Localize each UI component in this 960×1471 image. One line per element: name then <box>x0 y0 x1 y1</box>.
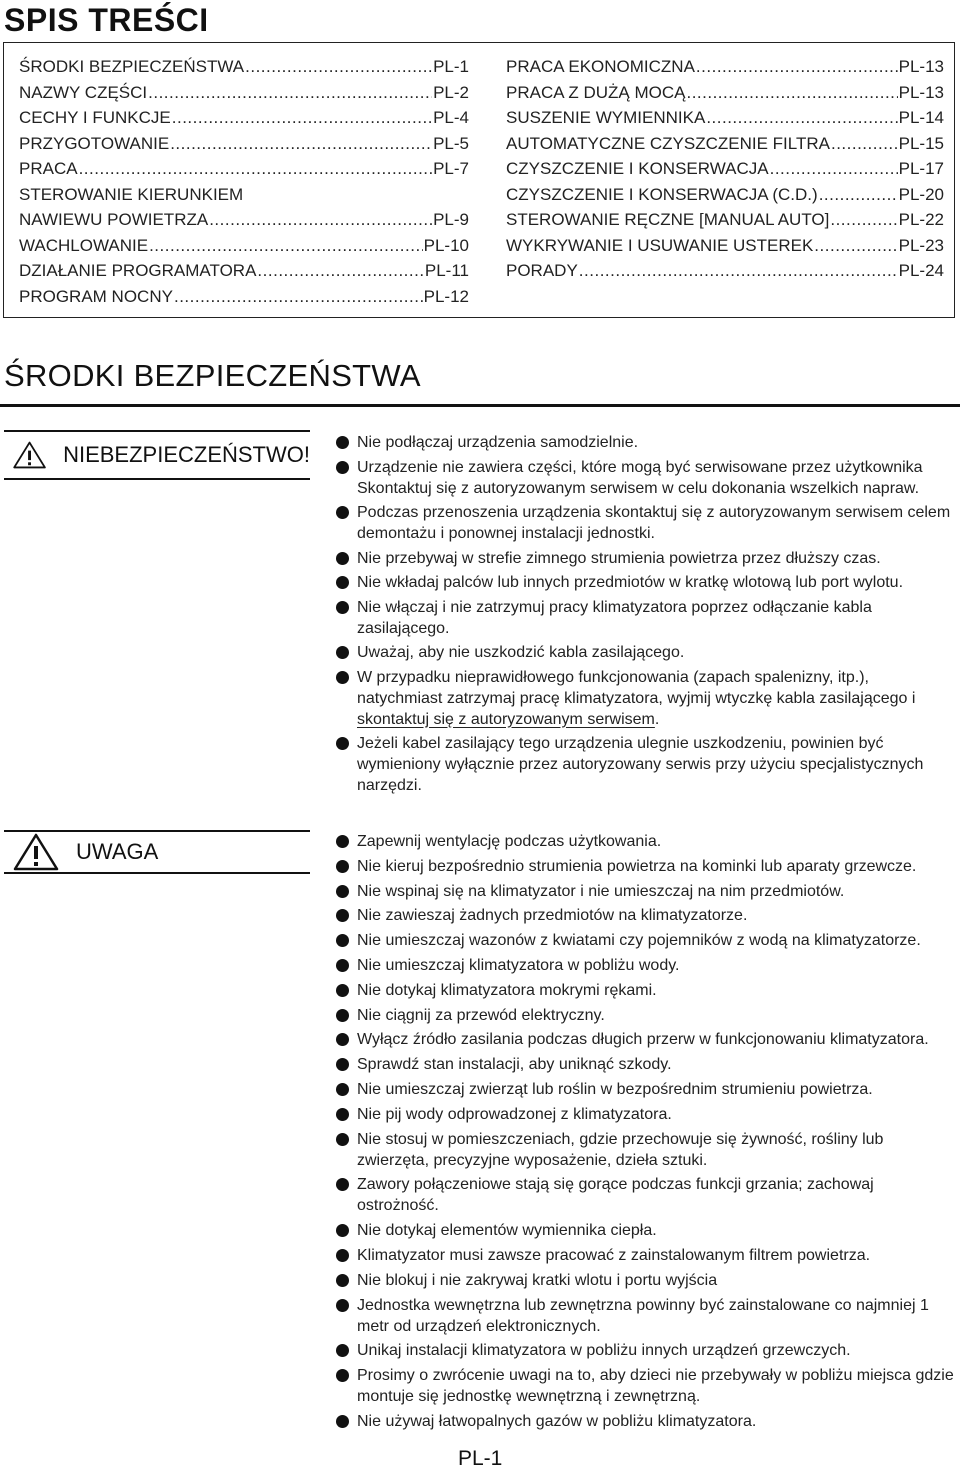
toc-entry-page: PL-11 <box>424 261 469 280</box>
toc-leader-dots <box>579 261 898 281</box>
toc-entry[interactable] <box>19 159 469 185</box>
toc-entry-title: WYKRYWANIE I USUWANIE USTEREK <box>506 235 814 255</box>
danger-label: NIEBEZPIECZEŃSTWO! <box>63 442 310 467</box>
toc-leader-dots <box>814 236 897 256</box>
list-item: Urządzenie nie zawiera części, które mogą być serwisowane przez użytkownika Skontaktuj się z autoryzowanym serwisem w celu dokonania wszelkich napraw. <box>336 457 958 499</box>
toc-entry-title: CZYSZCZENIE I KONSERWACJA (C.D.) <box>506 184 818 204</box>
toc-entry-title: NAZWY CZĘŚCI <box>19 82 148 102</box>
toc-entry[interactable] <box>19 134 469 160</box>
toc-entry[interactable] <box>19 108 469 134</box>
danger-list <box>336 432 958 800</box>
toc-entry-page: PL-22 <box>898 210 944 229</box>
list-item: Nie wspinaj się na klimatyzator i nie umieszczaj na nim przedmiotów. <box>336 881 958 902</box>
toc-entry-title: PROGRAM NOCNY <box>19 286 173 306</box>
list-item: Nie wkładaj palców lub innych przedmiotów w kratkę wlotową lub port wylotu. <box>336 572 958 593</box>
toc-entry-title: CECHY I FUNKCJE <box>19 108 171 127</box>
toc-entry-title: ŚRODKI BEZPIECZEŃSTWA <box>19 57 245 76</box>
list-item-text-end: . <box>654 710 660 728</box>
list-item: Unikaj instalacji klimatyzatora w pobliżu innych urządzeń grzewczych. <box>336 1340 958 1361</box>
toc-leader-dots <box>174 287 423 307</box>
toc-entry-title: STEROWANIE RĘCZNE [MANUAL AUTO] <box>506 210 830 229</box>
toc-leader-dots <box>148 83 432 103</box>
caution-list <box>336 831 958 1436</box>
list-item: Nie używaj łatwopalnych gazów w pobliżu klimatyzatora. <box>336 1411 958 1432</box>
toc-entry-title: CZYSZCZENIE I KONSERWACJA <box>506 159 769 178</box>
toc-entry-page: PL-13 <box>898 82 944 102</box>
list-item: Nie umieszczaj wazonów z kwiatami czy pojemników z wodą na klimatyzatorze. <box>336 930 958 951</box>
list-item: Zawory połączeniowe stają się gorące podczas funkcji grzania; zachowaj ostrożność. <box>336 1174 958 1216</box>
toc-leader-dots <box>149 236 423 256</box>
toc-leader-dots <box>686 83 897 103</box>
toc-column-left <box>19 57 469 312</box>
danger-header <box>4 430 310 480</box>
toc-entry-title: PRACA EKONOMICZNA <box>506 57 695 76</box>
caution-header <box>4 830 310 874</box>
toc-entry-page: PL-13 <box>898 57 944 76</box>
toc-leader-dots <box>172 108 432 128</box>
toc-entry-page: PL-4 <box>433 108 469 127</box>
toc-entry[interactable] <box>506 185 944 211</box>
list-item: Nie umieszczaj klimatyzatora w pobliżu wody. <box>336 955 958 976</box>
toc-entry[interactable] <box>506 159 944 185</box>
toc-entry-page: PL-24 <box>898 261 944 280</box>
caution-label: UWAGA <box>76 839 159 864</box>
list-item: Jeżeli kabel zasilający tego urządzenia ulegnie uszkodzeniu, powinien być wymieniony wyłącznie przez autoryzowany serwis przy użyciu specjalistycznych narzędzi. <box>336 733 958 796</box>
toc-entry-page: PL-12 <box>423 286 469 306</box>
toc-entry-page: PL-17 <box>898 159 944 178</box>
list-item: Nie przebywaj w strefie zimnego strumienia powietrza przez dłuższy czas. <box>336 548 958 569</box>
toc-entry-title: PORADY <box>506 261 578 280</box>
list-item: Klimatyzator musi zawsze pracować z zainstalowanym filtrem powietrza. <box>336 1245 958 1266</box>
toc-entry[interactable] <box>506 57 944 83</box>
list-item: Zapewnij wentylację podczas użytkowania. <box>336 831 958 852</box>
toc-entry-page: PL-23 <box>898 235 944 255</box>
toc-entry-page: PL-2 <box>433 82 469 102</box>
toc-entry[interactable] <box>506 134 944 160</box>
toc-entry-page: PL-5 <box>433 133 469 153</box>
toc-entry[interactable] <box>506 108 944 134</box>
toc-entry-page: PL-10 <box>423 235 469 255</box>
list-item: Nie dotykaj klimatyzatora mokrymi rękami. <box>336 980 958 1001</box>
list-item: Podczas przenoszenia urządzenia skontaktuj się z autoryzowanym serwisem celem demontażu i ponownej instalacji jednostki. <box>336 502 958 544</box>
toc-entry[interactable] <box>506 261 944 287</box>
toc-leader-dots <box>830 210 897 230</box>
toc-entry-title: PRACA Z DUŻĄ MOCĄ <box>506 82 686 102</box>
toc-title: SPIS TREŚCI <box>4 2 209 38</box>
list-item: Uważaj, aby nie uszkodzić kabla zasilającego. <box>336 642 958 663</box>
toc-column-right <box>506 57 944 287</box>
list-item: Nie zawieszaj żadnych przedmiotów na klimatyzatorze. <box>336 905 958 926</box>
toc-entry-page: PL-14 <box>898 108 944 127</box>
toc-leader-dots <box>257 261 423 281</box>
list-item: Nie pij wody odprowadzonej z klimatyzatora. <box>336 1104 958 1125</box>
list-item: Nie włączaj i nie zatrzymuj pracy klimatyzatora poprzez odłączanie kabla zasilającego. <box>336 597 958 639</box>
list-item: Sprawdź stan instalacji, aby uniknąć szkody. <box>336 1054 958 1075</box>
page-number: PL-1 <box>458 1447 503 1470</box>
toc-entry[interactable] <box>19 57 469 83</box>
toc-leader-dots <box>170 134 432 154</box>
list-item-text: W przypadku nieprawidłowego funkcjonowania (zapach spalenizny, itp.), natychmiast zatrzymaj pracę klimatyzatora, wyjmij wtyczkę kabla zasilającego i <box>357 668 916 707</box>
list-item <box>336 667 958 730</box>
toc-entry[interactable] <box>506 83 944 109</box>
list-item: Wyłącz źródło zasilania podczas długich przerw w funkcjonowaniu klimatyzatora. <box>336 1029 958 1050</box>
list-item: Nie dotykaj elementów wymiennika ciepła. <box>336 1220 958 1241</box>
list-item: Nie podłączaj urządzenia samodzielnie. <box>336 432 958 453</box>
toc-entry-title: PRZYGOTOWANIE <box>19 133 170 153</box>
list-item: Nie kieruj bezpośrednio strumienia powietrza na kominki lub aparaty grzewcze. <box>336 856 958 877</box>
toc-entry-title: DZIAŁANIE PROGRAMATORA <box>19 261 257 280</box>
toc-entry-title: WACHLOWANIE <box>19 235 149 255</box>
toc-entry[interactable] <box>19 185 469 211</box>
section-divider <box>0 404 960 407</box>
toc-entry[interactable] <box>506 236 944 262</box>
toc-entry-page: PL-7 <box>433 159 469 178</box>
toc-entry-title: AUTOMATYCZNE CZYSZCZENIE FILTRA <box>506 133 830 153</box>
list-item: Prosimy o zwrócenie uwagi na to, aby dzieci nie przebywały w pobliżu miejsca gdzie montuje się jednostkę wewnętrzną i zewnętrzną. <box>336 1365 958 1407</box>
contact-service-text: skontaktuj się z autoryzowanym serwisem <box>357 710 655 728</box>
toc-leader-dots <box>770 159 898 179</box>
toc-entry[interactable] <box>19 83 469 109</box>
table-of-contents <box>3 42 955 318</box>
toc-entry-page: PL-15 <box>898 133 944 153</box>
list-item: Nie stosuj w pomieszczeniach, gdzie przechowuje się żywność, rośliny lub zwierzęta, precyzyjne wyposażenie, dzieła sztuki. <box>336 1129 958 1171</box>
warning-triangle-icon <box>12 832 60 872</box>
toc-entry[interactable] <box>19 236 469 262</box>
toc-entry[interactable] <box>506 210 944 236</box>
toc-entry-page: PL-20 <box>898 184 944 204</box>
list-item: Jednostka wewnętrzna lub zewnętrzna powinny być zainstalowane co najmniej 1 metr od urządzeń elektronicznych. <box>336 1295 958 1337</box>
toc-leader-dots <box>79 159 433 179</box>
toc-leader-dots <box>245 57 432 77</box>
list-item: Nie blokuj i nie zakrywaj kratki wlotu i portu wyjścia <box>336 1270 958 1291</box>
toc-entry-title: PRACA <box>19 159 78 178</box>
list-item: Nie ciągnij za przewód elektryczny. <box>336 1005 958 1026</box>
toc-entry[interactable] <box>19 261 469 287</box>
warning-triangle-icon <box>12 435 47 475</box>
toc-entry[interactable] <box>19 210 469 236</box>
toc-entry-page: PL-1 <box>433 57 469 76</box>
section-title: ŚRODKI BEZPIECZEŃSTWA <box>4 358 421 393</box>
toc-entry-title: STEROWANIE KIERUNKIEM <box>19 184 244 204</box>
toc-entry[interactable] <box>19 287 469 313</box>
toc-entry-page: PL-9 <box>433 210 469 229</box>
toc-entry-title: SUSZENIE WYMIENNIKA <box>506 108 706 127</box>
toc-leader-dots <box>819 185 898 205</box>
toc-leader-dots <box>706 108 897 128</box>
toc-entry-title: NAWIEWU POWIETRZA <box>19 210 209 229</box>
toc-leader-dots <box>696 57 898 77</box>
toc-leader-dots <box>209 210 432 230</box>
list-item: Nie umieszczaj zwierząt lub roślin w bezpośrednim strumieniu powietrza. <box>336 1079 958 1100</box>
toc-leader-dots <box>831 134 898 154</box>
